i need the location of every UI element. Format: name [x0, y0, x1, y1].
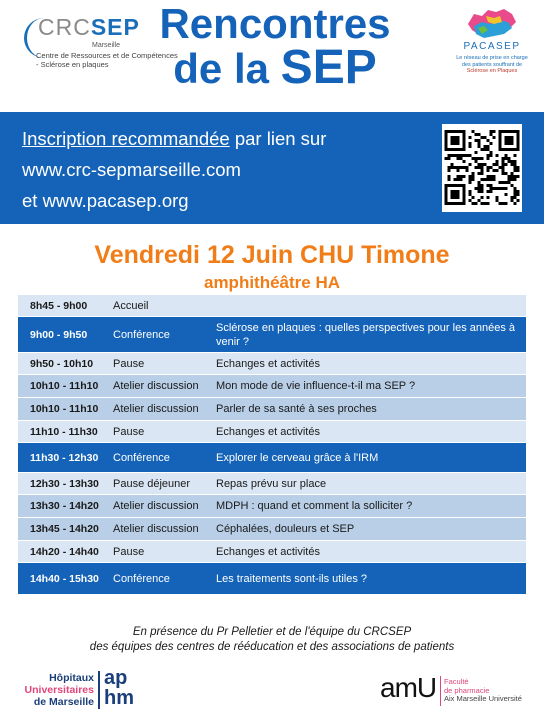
program-topic: MDPH : quand et comment la solliciter ? — [216, 500, 413, 512]
program-row — [18, 518, 526, 541]
program-time: 13h45 - 14h20 — [30, 523, 99, 535]
program-topic: Parler de sa santé à ses proches — [216, 403, 377, 415]
aphm-divider — [98, 671, 100, 709]
program-type: Conférence — [113, 572, 170, 585]
program-type: Atelier discussion — [113, 380, 199, 392]
crc-logo-word: CRCSEP — [38, 14, 140, 40]
program-time: 10h10 - 11h10 — [30, 380, 99, 392]
program-time: 13h30 - 14h20 — [30, 500, 99, 512]
amu-logo-text: Faculté de pharmacie Aix Marseille Université — [444, 677, 522, 703]
website-pacasep-link[interactable]: et www.pacasep.org — [22, 190, 189, 211]
program-time: 9h00 - 9h50 — [30, 328, 88, 341]
website-crc-link[interactable]: www.crc-sepmarseille.com — [22, 159, 241, 180]
crc-logo-subtitle: Centre de Ressources et de Compétences - Sclérose en plaques — [36, 51, 178, 69]
program-row — [18, 398, 526, 421]
event-date-location: Vendredi 12 Juin CHU Timone — [94, 241, 450, 269]
crc-logo-city: Marseille — [92, 42, 121, 49]
program-row — [18, 375, 526, 398]
event-room: amphithéâtre HA — [203, 273, 341, 292]
program-type: Accueil — [113, 299, 149, 312]
amu-divider — [440, 676, 441, 706]
program-topic: Sclérose en plaques : quelles perspectives pour les années à venir ? — [216, 321, 516, 348]
program-time: 12h30 - 13h30 — [30, 477, 99, 490]
crc-sep-logo — [14, 8, 178, 70]
title-line-1: Rencontres — [159, 0, 391, 47]
aphm-mark: ap hm — [104, 667, 134, 709]
aphm-logo — [22, 666, 172, 714]
program-row — [18, 495, 526, 518]
program-type: Pause — [113, 425, 145, 438]
program-row — [18, 421, 526, 443]
program-time: 8h45 - 9h00 — [30, 299, 88, 312]
amu-logo — [380, 672, 540, 712]
program-time: 14h20 - 14h40 — [30, 545, 99, 558]
program-row — [18, 563, 526, 595]
footer-note-line-1: En présence du Pr Pelletier et de l'équipe du CRCSEP — [132, 626, 412, 638]
registration-line: Inscription recommandée par lien sur — [22, 128, 327, 149]
program-time: 14h40 - 15h30 — [30, 572, 99, 585]
program-type: Pause — [113, 545, 145, 558]
pacasep-emblem-icon — [464, 6, 520, 42]
program-topic: Echanges et activités — [216, 425, 320, 438]
program-row — [18, 541, 526, 563]
program-topic: Echanges et activités — [216, 357, 320, 370]
pacasep-tagline: Le réseau de prise en charge des patients souffrant de Sclérose en Plaques — [456, 55, 528, 74]
program-row — [18, 353, 526, 375]
program-time: 11h30 - 12h30 — [30, 451, 99, 464]
footer-note — [0, 625, 544, 655]
title-line-2: de la SEP — [173, 41, 377, 94]
program-type: Pause déjeuner — [113, 477, 191, 490]
program-time: 11h10 - 11h30 — [30, 425, 98, 438]
registration-link-text[interactable]: Inscription recommandée — [22, 128, 230, 149]
program-row — [18, 295, 526, 317]
pacasep-name: PACASEP — [463, 41, 521, 52]
program-table — [18, 295, 526, 595]
program-topic: Repas prévu sur place — [216, 477, 327, 490]
pacasep-logo — [438, 4, 538, 84]
program-type: Atelier discussion — [113, 403, 199, 415]
program-time: 10h10 - 11h10 — [30, 403, 99, 415]
qr-code-icon[interactable] — [442, 124, 522, 212]
program-type: Atelier discussion — [113, 523, 199, 535]
program-type: Atelier discussion — [113, 500, 199, 512]
amu-mark: amU — [380, 672, 437, 703]
program-time: 9h50 - 10h10 — [30, 357, 94, 370]
program-topic: Echanges et activités — [216, 545, 320, 558]
footer-note-line-2: des équipes des centres de rééducation et des associations de patients — [89, 641, 455, 653]
main-title — [150, 0, 400, 94]
program-type: Conférence — [113, 328, 170, 341]
program-type: Pause — [113, 357, 145, 370]
program-type: Conférence — [113, 451, 170, 464]
program-row — [18, 473, 526, 495]
program-row — [18, 317, 526, 353]
program-topic: Explorer le cerveau grâce à l'IRM — [216, 451, 379, 464]
aphm-logo-text: Hôpitaux Universitaires de Marseille — [24, 672, 94, 708]
program-topic: Céphalées, douleurs et SEP — [216, 523, 355, 535]
program-topic: Les traitements sont-ils utiles ? — [216, 572, 368, 585]
program-row — [18, 443, 526, 473]
program-topic: Mon mode de vie influence-t-il ma SEP ? — [216, 380, 416, 392]
